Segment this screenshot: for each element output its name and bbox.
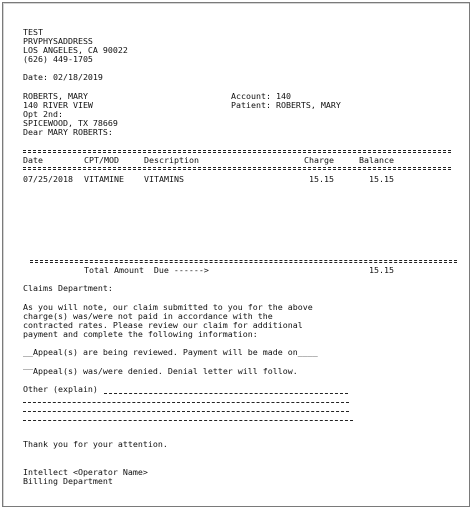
body-line: charge(s) was/were not paid in accordance with the xyxy=(23,311,273,321)
other-explain-blank xyxy=(23,402,349,403)
header-rule-bottom-2 xyxy=(23,169,451,170)
claims-heading: Claims Department: xyxy=(23,283,113,293)
other-explain-blank xyxy=(104,393,348,394)
header-rule-top xyxy=(23,150,451,151)
other-explain-blank xyxy=(23,420,353,421)
row-charge: 15.15 xyxy=(309,174,334,184)
appeal-denied-blank: __ xyxy=(23,360,33,370)
recipient-name: ROBERTS, MARY xyxy=(23,91,88,101)
row-cpt: VITAMINE xyxy=(84,174,124,184)
recipient-address-2: Opt 2nd: xyxy=(23,109,63,119)
column-header-balance: Balance xyxy=(359,155,394,165)
recipient-address: 140 RIVER VIEW xyxy=(23,100,93,110)
row-description: VITAMINS xyxy=(144,174,184,184)
sender-phone: (626) 449-1705 xyxy=(23,54,93,64)
column-header-cpt: CPT/MOD xyxy=(84,155,119,165)
body-line: contracted rates. Please review our claim for additional xyxy=(23,320,303,330)
row-balance: 15.15 xyxy=(369,174,394,184)
body-line: payment and complete the following information: xyxy=(23,329,258,339)
total-rule-2 xyxy=(30,262,457,263)
total-rule xyxy=(30,260,457,261)
header-rule-top-2 xyxy=(23,152,451,153)
column-header-date: Date xyxy=(23,155,43,165)
sender-name: TEST xyxy=(23,27,43,37)
patient-name: Patient: ROBERTS, MARY xyxy=(231,100,341,110)
appeal-reviewed-line: __Appeal(s) are being reviewed. Payment will be made on____ xyxy=(23,347,318,357)
header-rule-bottom xyxy=(23,167,451,168)
appeal-denied-line: Appeal(s) was/were denied. Denial letter will follow. xyxy=(33,366,298,376)
signature-department: Billing Department xyxy=(23,476,113,486)
other-explain-blank xyxy=(23,411,349,412)
column-header-charge: Charge xyxy=(304,155,334,165)
other-explain-label: Other (explain) xyxy=(23,384,98,394)
sender-address: PRVPHYSADDRESS xyxy=(23,36,93,46)
total-amount: 15.15 xyxy=(369,265,394,275)
signature-company: Intellect <Operator Name> xyxy=(23,467,148,477)
thank-you-line: Thank you for your attention. xyxy=(23,439,168,449)
row-date: 07/25/2018 xyxy=(23,174,73,184)
account-number: Account: 140 xyxy=(231,91,291,101)
total-label: Total Amount Due ------> xyxy=(84,265,209,275)
salutation: Dear MARY ROBERTS: xyxy=(23,127,113,137)
letter-date: Date: 02/18/2019 xyxy=(23,72,103,82)
recipient-city-state-zip: SPICEWOOD, TX 78669 xyxy=(23,118,118,128)
column-header-description: Description xyxy=(144,155,199,165)
sender-city-state-zip: LOS ANGELES, CA 90022 xyxy=(23,45,128,55)
body-line: As you will note, our claim submitted to you for the above xyxy=(23,302,313,312)
